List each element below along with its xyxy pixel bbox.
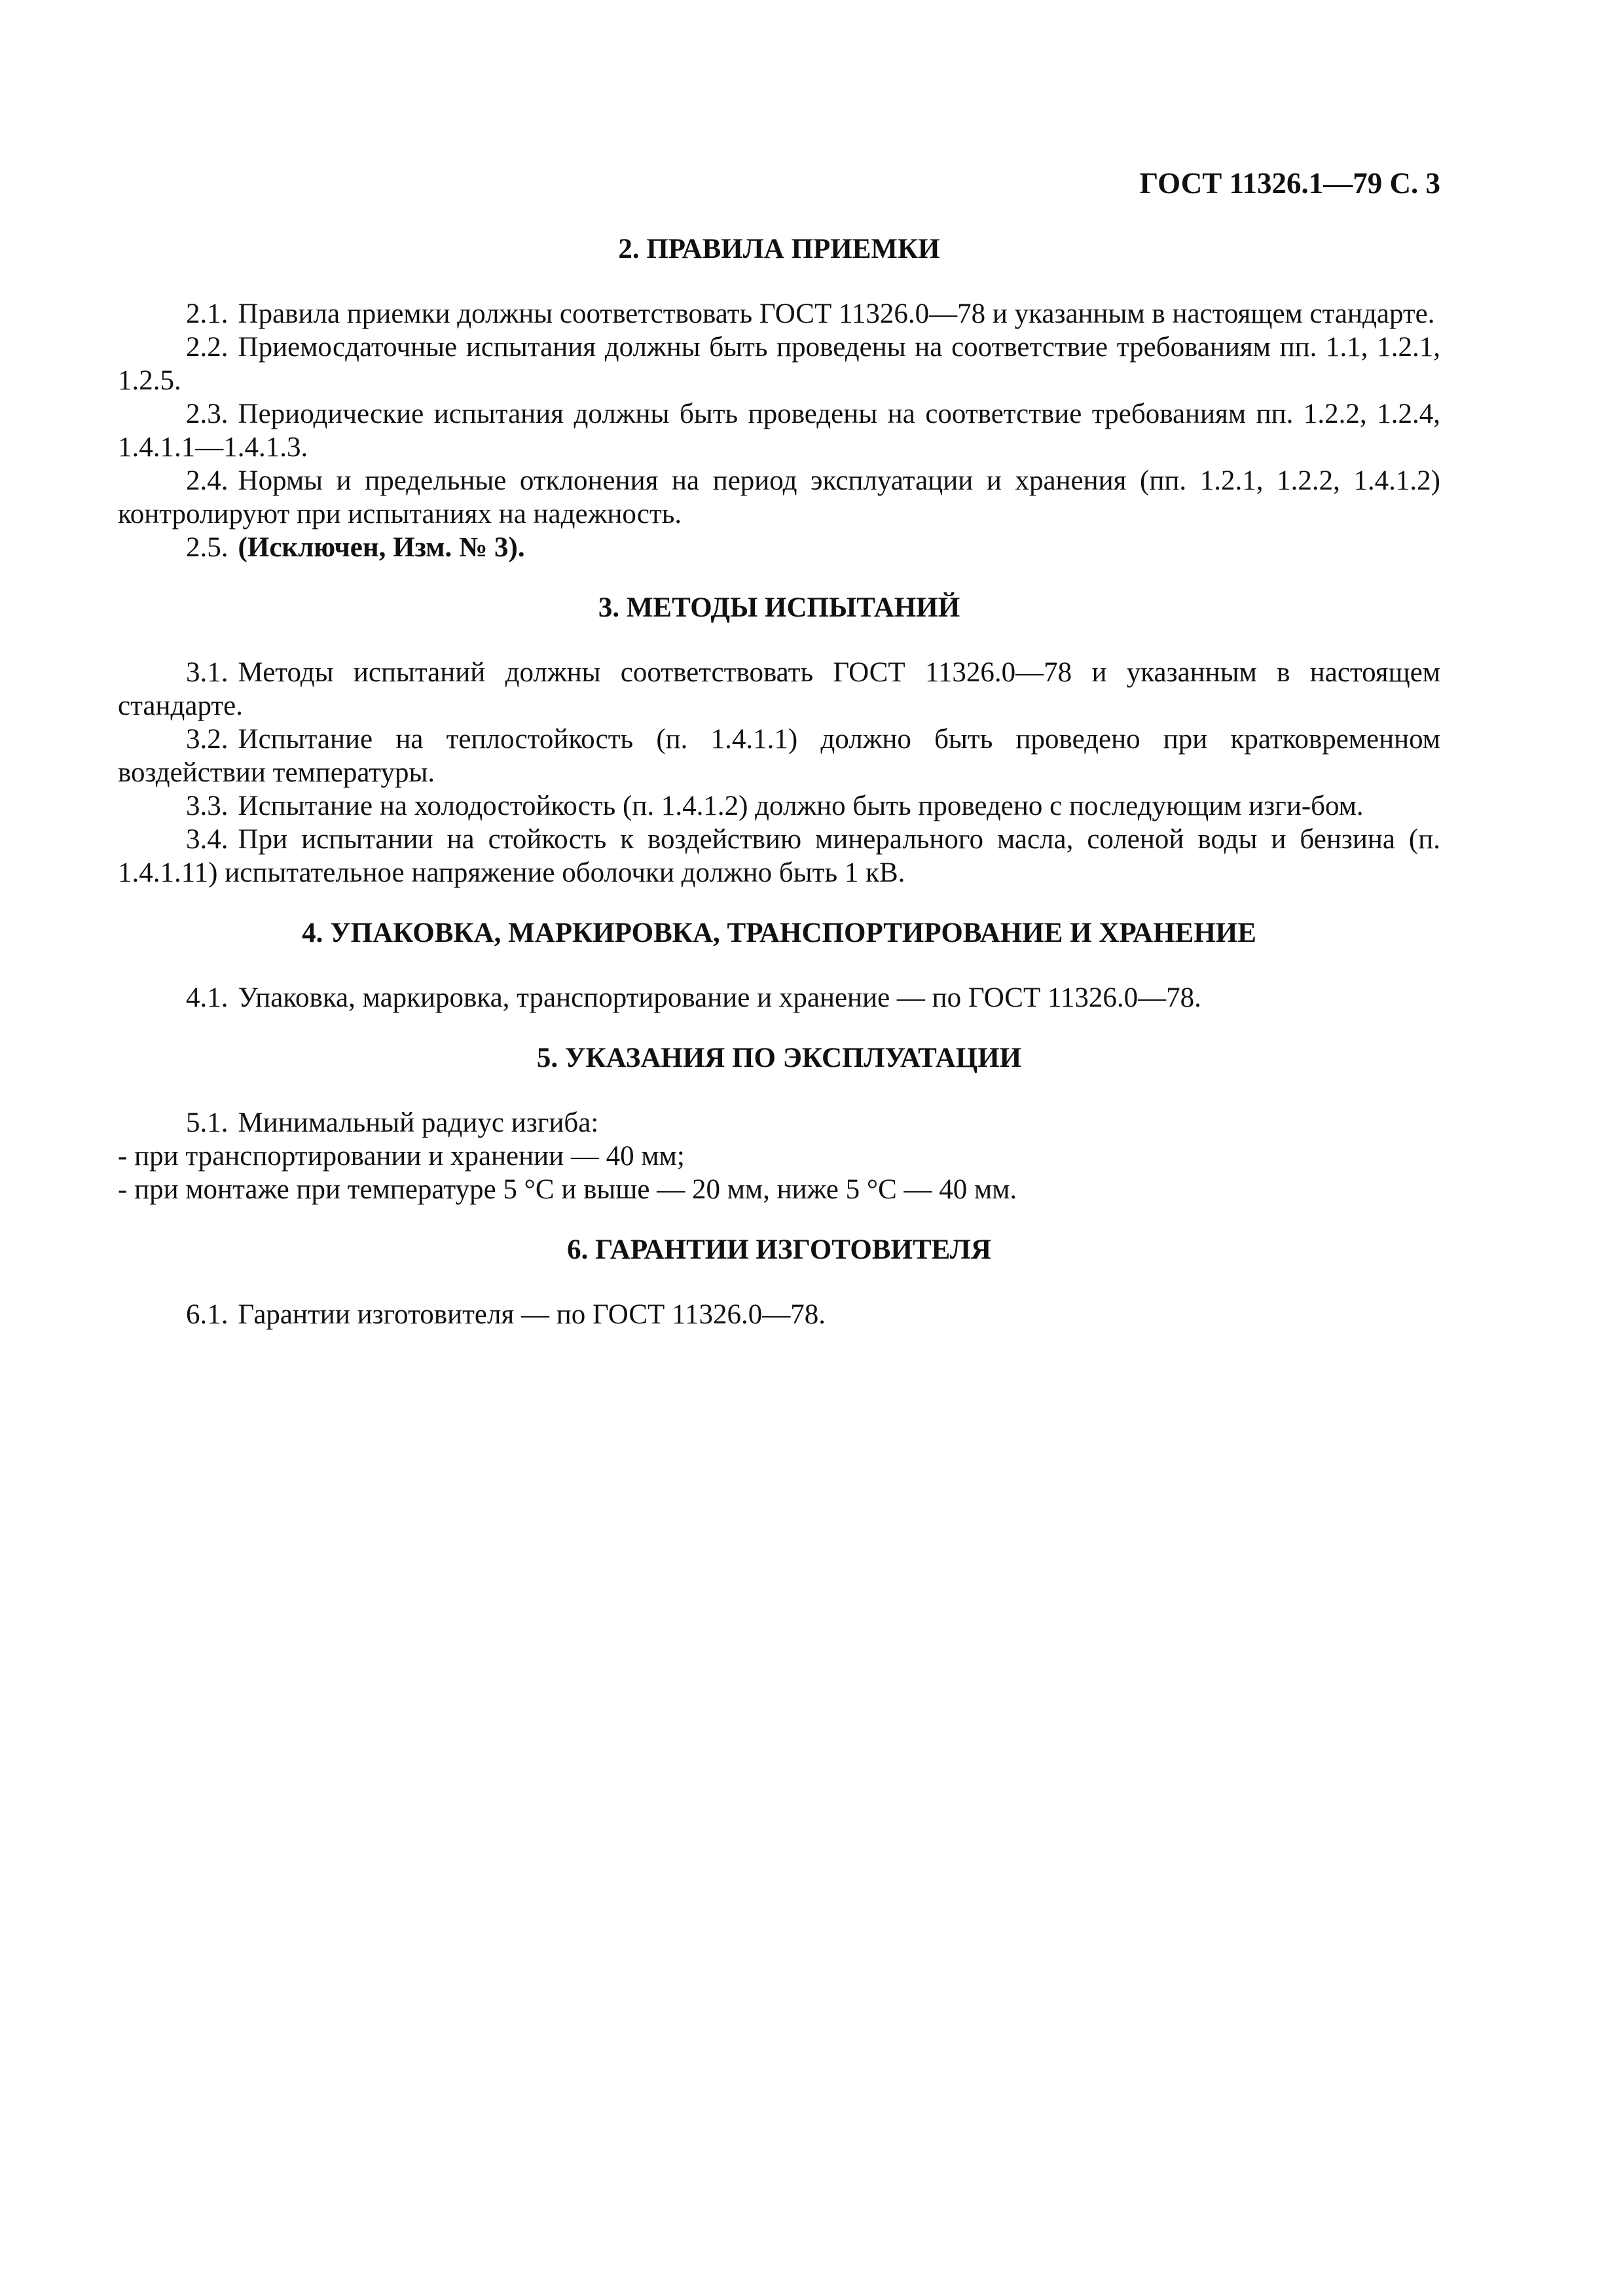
paragraph-number: 4.1. [186, 982, 228, 1013]
paragraph-5-1 [118, 1106, 1440, 1139]
paragraph-text: Методы испытаний должны соответствовать ГОСТ 11326.0—78 и указанным в настоящем стандарте. [118, 657, 1440, 721]
paragraph-text: Испытание на теплостойкость (п. 1.4.1.1) должно быть проведено при кратковременном воздействии температуры. [118, 724, 1440, 788]
paragraph-3-3 [118, 789, 1440, 823]
paragraph-number: 3.2. [186, 724, 228, 755]
paragraph-number: 2.5. [186, 532, 228, 563]
section-title: 3. МЕТОДЫ ИСПЫТАНИЙ [598, 592, 960, 623]
section-acceptance-rules [118, 230, 1440, 564]
paragraph-text: Приемосдаточные испытания должны быть проведены на соответствие требованиям пп. 1.1, 1.2.1, 1.2.5. [118, 332, 1440, 396]
section-title: 4. УПАКОВКА, МАРКИРОВКА, ТРАНСПОРТИРОВАНИЕ И ХРАНЕНИЕ [302, 918, 1256, 948]
paragraph-4-1 [118, 981, 1440, 1014]
section-operation-instructions [118, 1039, 1440, 1206]
paragraph-2-5 [118, 531, 1440, 564]
section-title: 2. ПРАВИЛА ПРИЕМКИ [618, 234, 940, 264]
paragraph-3-4 [118, 823, 1440, 889]
paragraph-3-1 [118, 656, 1440, 723]
paragraph-3-2 [118, 723, 1440, 789]
paragraph-2-1 [118, 297, 1440, 331]
document-page [118, 164, 1440, 1356]
paragraph-number: 2.4. [186, 465, 228, 496]
section-manufacturer-warranty [118, 1231, 1440, 1331]
paragraph-text: Испытание на холодостойкость (п. 1.4.1.2) должно быть проведено с последующим изги-бом. [238, 791, 1364, 821]
paragraph-number: 3.3. [186, 791, 228, 821]
running-head: ГОСТ 11326.1—79 С. 3 [1139, 167, 1440, 200]
section-packaging [118, 914, 1440, 1014]
paragraph-2-2 [118, 331, 1440, 397]
paragraph-number: 2.3. [186, 399, 228, 429]
paragraph-text: Правила приемки должны соответствовать ГОСТ 11326.0—78 и указанным в настоящем стандарте. [238, 298, 1435, 329]
list-item: - при транспортировании и хранении — 40 мм; [118, 1141, 685, 1172]
paragraph-text: Периодические испытания должны быть проведены на соответствие требованиям пп. 1.2.2, 1.2.4, 1.4.1.1—1.4.1.3. [118, 399, 1440, 463]
paragraph-text: Минимальный радиус изгиба: [238, 1107, 599, 1138]
section-title: 5. УКАЗАНИЯ ПО ЭКСПЛУАТАЦИИ [536, 1043, 1022, 1073]
paragraph-number: 2.2. [186, 332, 228, 363]
list-item: - при монтаже при температуре 5 °С и выше — 20 мм, ниже 5 °С — 40 мм. [118, 1174, 1017, 1205]
paragraph-text: (Исключен, Изм. № 3). [238, 532, 525, 563]
section-title: 6. ГАРАНТИИ ИЗГОТОВИТЕЛЯ [567, 1234, 991, 1265]
paragraph-number: 3.4. [186, 824, 228, 855]
paragraph-6-1 [118, 1298, 1440, 1331]
paragraph-text: Нормы и предельные отклонения на период эксплуатации и хранения (пп. 1.2.1, 1.2.2, 1.4.1.2) контролируют при испытаниях на надежность. [118, 465, 1440, 529]
paragraph-2-3 [118, 397, 1440, 464]
paragraph-number: 3.1. [186, 657, 228, 688]
paragraph-number: 2.1. [186, 298, 228, 329]
paragraph-text: При испытании на стойкость к воздействию минерального масла, соленой воды и бензина (п. 1.4.1.11) испытательное напряжение оболочки должно быть 1 кВ. [118, 824, 1440, 888]
paragraph-text: Гарантии изготовителя — по ГОСТ 11326.0—78. [238, 1299, 826, 1330]
section-test-methods [118, 589, 1440, 889]
paragraph-2-4 [118, 464, 1440, 531]
paragraph-text: Упаковка, маркировка, транспортирование и хранение — по ГОСТ 11326.0—78. [238, 982, 1201, 1013]
paragraph-number: 5.1. [186, 1107, 228, 1138]
paragraph-number: 6.1. [186, 1299, 228, 1330]
